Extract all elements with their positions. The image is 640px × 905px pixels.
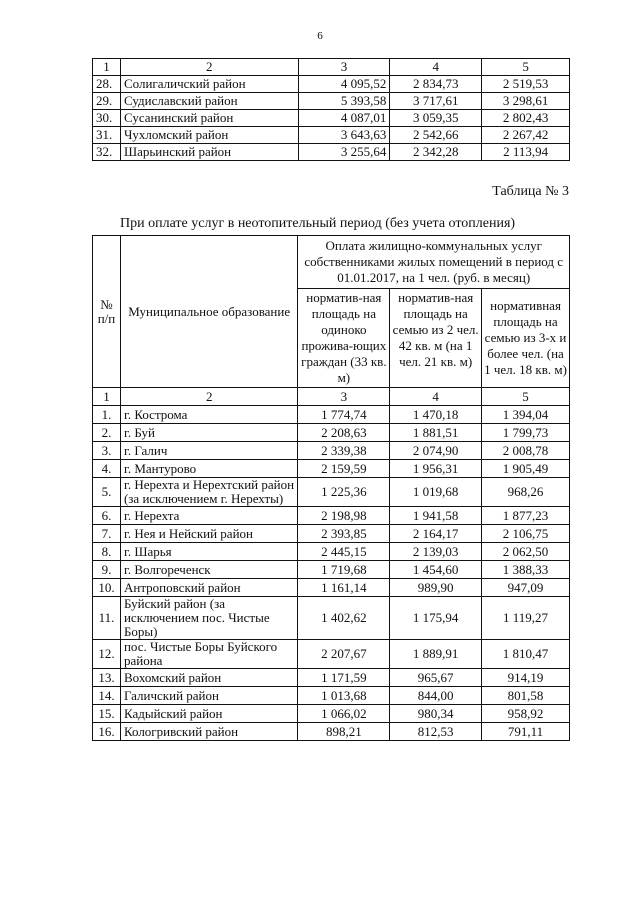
table-index-row xyxy=(93,59,570,76)
table-row xyxy=(93,76,570,93)
row-number: 4. xyxy=(93,460,121,478)
value-cell: 2 106,75 xyxy=(482,525,570,543)
municipality-name: г. Волгореченск xyxy=(120,561,297,579)
municipality-name: г. Галич xyxy=(120,442,297,460)
row-number: 29. xyxy=(93,93,121,110)
row-number: 14. xyxy=(93,687,121,705)
municipality-name: Кологривский район xyxy=(120,723,297,741)
municipality-name: пос. Чистые Боры Буйского района xyxy=(120,640,297,669)
row-number: 15. xyxy=(93,705,121,723)
value-cell: 1 119,27 xyxy=(482,597,570,640)
value-cell: 844,00 xyxy=(390,687,482,705)
value-cell: 1 161,14 xyxy=(298,579,390,597)
value-cell: 2 445,15 xyxy=(298,543,390,561)
value-cell: 1 402,62 xyxy=(298,597,390,640)
index-cell: 2 xyxy=(120,388,297,406)
row-number: 12. xyxy=(93,640,121,669)
row-number: 31. xyxy=(93,127,121,144)
continued-table xyxy=(92,58,570,161)
value-cell: 1 881,51 xyxy=(390,424,482,442)
value-cell: 2 542,66 xyxy=(390,127,482,144)
value-cell: 914,19 xyxy=(482,669,570,687)
table-row xyxy=(93,561,570,579)
value-cell: 1 175,94 xyxy=(390,597,482,640)
value-cell: 2 342,28 xyxy=(390,144,482,161)
table-index-row xyxy=(93,388,570,406)
municipality-name: г. Нея и Нейский район xyxy=(120,525,297,543)
value-cell: 5 393,58 xyxy=(298,93,390,110)
value-cell: 989,90 xyxy=(390,579,482,597)
value-cell: 2 139,03 xyxy=(390,543,482,561)
value-cell: 958,92 xyxy=(482,705,570,723)
value-cell: 980,34 xyxy=(390,705,482,723)
table-row xyxy=(93,723,570,741)
value-cell: 1 019,68 xyxy=(390,478,482,507)
table-row xyxy=(93,525,570,543)
table-row xyxy=(93,424,570,442)
row-number: 30. xyxy=(93,110,121,127)
table-row xyxy=(93,543,570,561)
municipality-name: Вохомский район xyxy=(120,669,297,687)
row-number: 10. xyxy=(93,579,121,597)
row-number: 8. xyxy=(93,543,121,561)
value-cell: 4 095,52 xyxy=(298,76,390,93)
row-number: 7. xyxy=(93,525,121,543)
value-cell: 1 470,18 xyxy=(390,406,482,424)
table-row xyxy=(93,579,570,597)
value-cell: 791,11 xyxy=(482,723,570,741)
municipality-name: г. Шарья xyxy=(120,543,297,561)
row-number: 2. xyxy=(93,424,121,442)
value-cell: 2 207,67 xyxy=(298,640,390,669)
index-cell: 3 xyxy=(298,388,390,406)
value-cell: 1 225,36 xyxy=(298,478,390,507)
table-row xyxy=(93,460,570,478)
index-cell: 2 xyxy=(120,59,298,76)
table-row xyxy=(93,144,570,161)
value-cell: 2 834,73 xyxy=(390,76,482,93)
table-row xyxy=(93,406,570,424)
value-cell: 2 339,38 xyxy=(298,442,390,460)
value-cell: 1 905,49 xyxy=(482,460,570,478)
value-cell: 801,58 xyxy=(482,687,570,705)
table-row xyxy=(93,597,570,640)
table-label: Таблица № 3 xyxy=(492,184,569,199)
value-cell: 2 159,59 xyxy=(298,460,390,478)
row-number: 16. xyxy=(93,723,121,741)
value-cell: 968,26 xyxy=(482,478,570,507)
index-cell: 5 xyxy=(482,388,570,406)
value-cell: 1 066,02 xyxy=(298,705,390,723)
value-cell: 1 956,31 xyxy=(390,460,482,478)
value-cell: 965,67 xyxy=(390,669,482,687)
row-number: 13. xyxy=(93,669,121,687)
table-row xyxy=(93,110,570,127)
value-cell: 2 267,42 xyxy=(482,127,570,144)
value-cell: 1 877,23 xyxy=(482,507,570,525)
value-cell: 2 164,17 xyxy=(390,525,482,543)
table-3 xyxy=(92,235,570,741)
row-number: 32. xyxy=(93,144,121,161)
value-cell: 2 393,85 xyxy=(298,525,390,543)
municipality-name: г. Нерехта xyxy=(120,507,297,525)
index-cell: 4 xyxy=(390,59,482,76)
index-cell: 1 xyxy=(93,388,121,406)
table-row xyxy=(93,687,570,705)
row-number: 6. xyxy=(93,507,121,525)
value-cell: 3 059,35 xyxy=(390,110,482,127)
value-cell: 1 941,58 xyxy=(390,507,482,525)
table-row xyxy=(93,705,570,723)
row-number: 11. xyxy=(93,597,121,640)
municipality-name: г. Буй xyxy=(120,424,297,442)
page-number: 6 xyxy=(317,30,323,42)
municipality-name: г. Нерехта и Нерехтский район (за исключением г. Нерехты) xyxy=(120,478,297,507)
index-cell: 4 xyxy=(390,388,482,406)
value-cell: 2 198,98 xyxy=(298,507,390,525)
value-cell: 1 454,60 xyxy=(390,561,482,579)
index-cell: 5 xyxy=(482,59,570,76)
value-cell: 812,53 xyxy=(390,723,482,741)
table-row xyxy=(93,669,570,687)
value-cell: 2 008,78 xyxy=(482,442,570,460)
value-cell: 1 889,91 xyxy=(390,640,482,669)
value-cell: 2 519,53 xyxy=(482,76,570,93)
row-number: 28. xyxy=(93,76,121,93)
value-cell: 947,09 xyxy=(482,579,570,597)
value-cell: 2 062,50 xyxy=(482,543,570,561)
row-number: 3. xyxy=(93,442,121,460)
municipality-name: Судиславский район xyxy=(120,93,298,110)
header-row-1 xyxy=(93,236,570,289)
value-cell: 1 774,74 xyxy=(298,406,390,424)
table-row xyxy=(93,127,570,144)
row-number: 1. xyxy=(93,406,121,424)
table-row xyxy=(93,640,570,669)
table-row xyxy=(93,442,570,460)
table-row xyxy=(93,93,570,110)
value-cell: 898,21 xyxy=(298,723,390,741)
municipality-name: Буйский район (за исключением пос. Чистые Боры) xyxy=(120,597,297,640)
municipality-name: Антроповский район xyxy=(120,579,297,597)
header-number: № п/п xyxy=(93,236,121,388)
value-cell: 1 394,04 xyxy=(482,406,570,424)
value-cell: 4 087,01 xyxy=(298,110,390,127)
municipality-name: Шарьинский район xyxy=(120,144,298,161)
value-cell: 1 013,68 xyxy=(298,687,390,705)
header-col4: норматив-ная площадь на семью из 2 чел. 42 кв. м (на 1 чел. 21 кв. м) xyxy=(390,289,482,388)
table-row xyxy=(93,478,570,507)
value-cell: 2 113,94 xyxy=(482,144,570,161)
value-cell: 2 074,90 xyxy=(390,442,482,460)
index-cell: 3 xyxy=(298,59,390,76)
value-cell: 1 799,73 xyxy=(482,424,570,442)
municipality-name: Кадыйский район xyxy=(120,705,297,723)
value-cell: 1 719,68 xyxy=(298,561,390,579)
value-cell: 1 171,59 xyxy=(298,669,390,687)
table-3-body xyxy=(93,406,570,741)
header-group: Оплата жилищно-коммунальных услуг собственниками жилых помещений в период с 01.01.2017, на 1 чел. (руб. в месяц) xyxy=(298,236,570,289)
value-cell: 2 208,63 xyxy=(298,424,390,442)
header-municipality: Муниципальное образование xyxy=(120,236,297,388)
index-cell: 1 xyxy=(93,59,121,76)
value-cell: 1 388,33 xyxy=(482,561,570,579)
municipality-name: Солигаличский район xyxy=(120,76,298,93)
table-caption: При оплате услуг в неотопительный период (без учета отопления) xyxy=(120,216,516,231)
municipality-name: г. Мантурово xyxy=(120,460,297,478)
value-cell: 2 802,43 xyxy=(482,110,570,127)
header-col5: нормативная площадь на семью из 3-х и более чел. (на 1 чел. 18 кв. м) xyxy=(482,289,570,388)
row-number: 9. xyxy=(93,561,121,579)
value-cell: 3 255,64 xyxy=(298,144,390,161)
header-col3: норматив-ная площадь на одиноко прожива-ющих граждан (33 кв. м) xyxy=(298,289,390,388)
row-number: 5. xyxy=(93,478,121,507)
value-cell: 1 810,47 xyxy=(482,640,570,669)
municipality-name: Галичский район xyxy=(120,687,297,705)
value-cell: 3 298,61 xyxy=(482,93,570,110)
municipality-name: г. Кострома xyxy=(120,406,297,424)
value-cell: 3 643,63 xyxy=(298,127,390,144)
municipality-name: Сусанинский район xyxy=(120,110,298,127)
value-cell: 3 717,61 xyxy=(390,93,482,110)
municipality-name: Чухломский район xyxy=(120,127,298,144)
table-row xyxy=(93,507,570,525)
